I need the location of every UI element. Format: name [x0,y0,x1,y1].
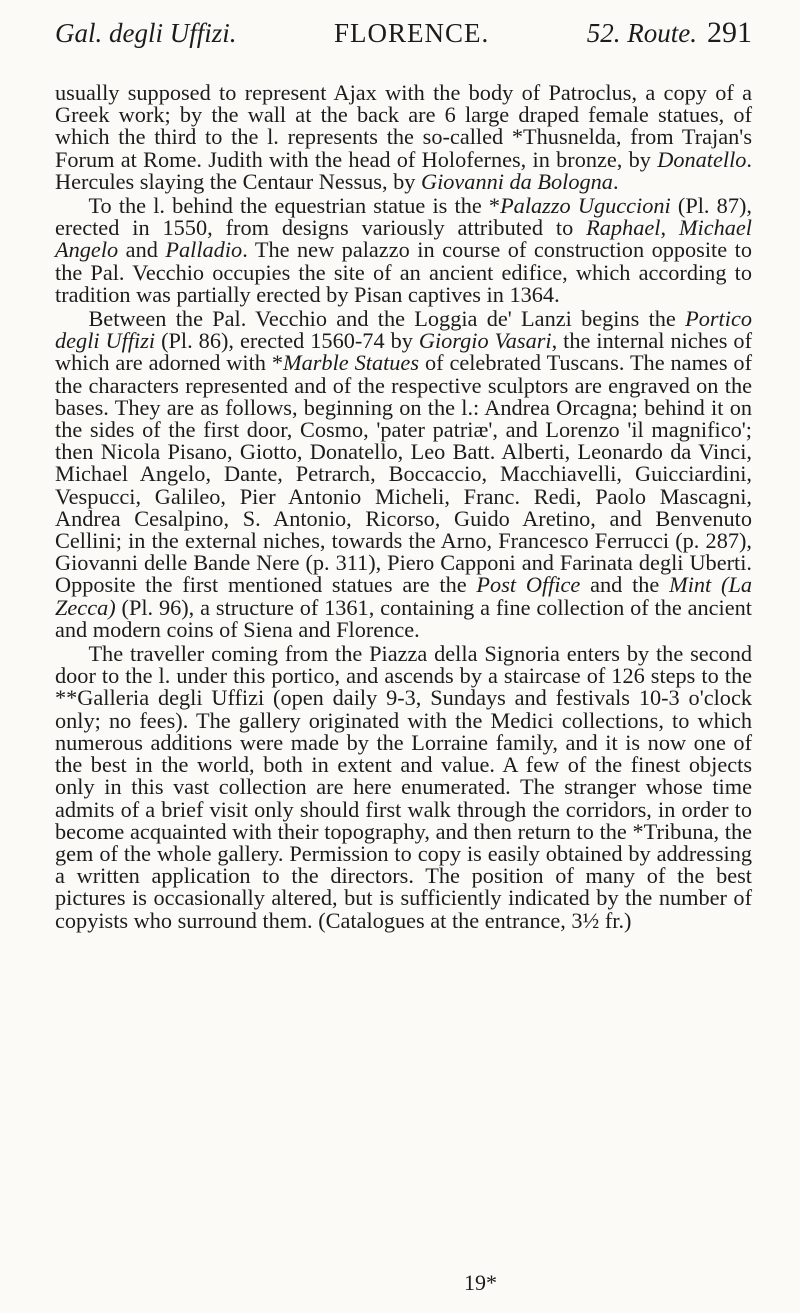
text-run: of celebrated Tuscans. The names of the characters represented and of the respective sculptors are engraved on the bases. They are as follows, beginning on the l.: Andrea Orcagna; behind it on the sides of the first door, Cosmo, 'pater patriæ', and Lorenzo 'il magnifico'; then Nicola Pisano, Giotto, Donatello, Leo Batt. Alberti, Leonardo da Vinci, Michael Angelo, Dante, Petrarch, Boccaccio, Macchiavelli, Guicciardini, Vespucci, Galileo, Pier Antonio Micheli, Franc. Redi, Paolo Mascagni, Andrea Cesalpino, S. Antonio, Ricorso, Guido Aretino, and Benvenuto Cellini; in the external niches, towards the Arno, Francesco Ferrucci (p. 287), Giovanni delle Bande Nere (p. 311), Piero Capponi and Farinata degli Uberti. Opposite the first mentioned statues are the [55,350,752,598]
text-run: . The new palazzo in course of construction opposite to the Pal. Vecchio occupies the site of an ancient edifice, which according to tradition was partially erected by Pisan captives in 1364. [55,237,752,307]
page-number: 291 [707,16,752,49]
text-run: . [612,168,619,194]
text-run: (Pl. 87), erected in 1550, from designs variously attributed to [55,193,752,241]
italic-text: Giovanni da Bologna [420,168,613,194]
printer-signature-mark: 19* [464,1270,497,1295]
text-run: . Hercules slaying the Centaur Nessus, by [55,146,752,194]
paragraph [55,82,752,193]
paragraph [55,308,752,641]
italic-text: Palazzo Uguccioni [500,193,671,219]
italic-text: Palladio [165,237,243,263]
italic-text: Portico degli Uffizi [55,306,752,354]
header-city: FLORENCE. [334,18,490,48]
italic-text: Mint (La Zecca) [55,572,752,620]
italic-text: Raphael [586,215,661,241]
text-run: and [118,237,166,263]
header-section-title: Gal. degli Uffizi. [55,18,237,48]
header-right [587,16,752,50]
paragraph [55,195,752,306]
italic-text: Michael Angelo [55,215,752,263]
text-run: usually supposed to represent Ajax with the body of Patroclus, a copy of a Greek work; by the wall at the back are 6 large draped female statues, of which the third to the l. represents the so-called *Thusnelda, from Trajan's Forum at Rome. Judith with the head of Holofernes, in bronze, by [55,80,752,172]
text-run: (Pl. 86), erected 1560-74 by [155,328,419,354]
italic-text: Post Office [476,572,581,598]
italic-text: Marble Statues [283,350,420,376]
body-text [55,82,752,934]
text-run: (Pl. 96), a structure of 1361, containing a fine collection of the ancient and modern coins of Siena and Florence. [55,594,752,642]
italic-text: Giorgio Vasari [418,328,552,354]
text-run: and the [580,572,670,598]
text-run: , [660,215,679,241]
text-run: To the l. behind the equestrian statue is the * [88,193,501,219]
text-run: Between the Pal. Vecchio and the Loggia de' Lanzi begins the [88,306,686,332]
header-route: 52. Route. [586,18,697,48]
text-run: The traveller coming from the Piazza della Signoria enters by the second door to the l. under this portico, and ascends by a staircase of 126 steps to the **Galleria degli Uffizi (open daily 9-3, Sundays and festivals 10-3 o'clock only; no fees). The gallery originated with the Medici collections, to which numerous additions were made by the Lorraine family, and it is now one of the best in the world, both in extent and value. A few of the finest objects only in this vast collection are here enumerated. The stranger whose time admits of a brief visit only should first walk through the corridors, in order to become acquainted with their topography, and then return to the *Tribuna, the gem of the whole gallery. Permission to copy is easily obtained by addressing a written application to the directors. The position of many of the best pictures is occasionally altered, but is sufficiently indicated by the number of copyists who surround them. (Catalogues at the entrance, 3½ fr.) [55,641,752,933]
running-header [55,16,752,56]
text-run: , the internal niches of which are adorned with * [55,328,752,376]
italic-text: Donatello [657,146,747,172]
paragraph [55,643,752,932]
